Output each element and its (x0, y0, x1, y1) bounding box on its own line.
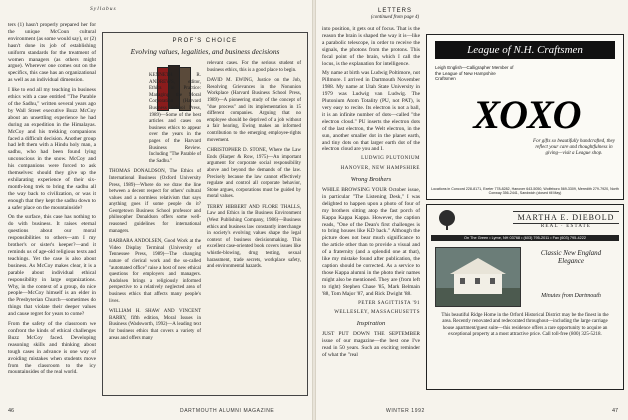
real-estate-advertisement (426, 204, 624, 390)
body-paragraph: JUST PUT DOWN THE SEPTEMBER issue of our magazine—the best one I've read in 50 years. Such an exciting reminder of what the "real (322, 331, 420, 358)
left-body-column (8, 22, 96, 379)
running-head: Syllabus (90, 6, 117, 12)
ad-caption: Leigh English—Calligrapher Member of the League of New Hampshire Craftsmen (435, 65, 514, 82)
letters-heading: LETTERS (377, 8, 412, 14)
book-review: WILLIAM H. SHAW AND VINCENT BARRY, fifth edition, Moral Issues in Business (Wadsworth, 1992)—A leading text for business ethics that covers a variety of areas and offers many (109, 309, 201, 341)
body-paragraph: On the surface, this case has nothing to do with business. It raises eternal questions about our moral responsibilities to others—am I my brother's or sister's keeper?—and it reminds us of age-old religious texts and teachings. Yet the case is also about business. As McCoy makes clear, it is a parable about individual ethical responsibility in large organizations. Why, in the context of a group, do nice people—McCoy himself is an elder in the Presbyterian Church—sometimes do things that violate their deeper values and cause regret for years to come? (8, 214, 96, 318)
house-illustration (436, 248, 520, 306)
body-paragraph: into position, it gets out of focus. That is the reason the brain is shaped the way it is—like a parabolic telescope, in order to receive the signals, the photons from the protons. This focal point of the brain, which I call the locus, is the explanation for intelligence. (322, 26, 420, 67)
ad-subheadline: Minutes from Dartmouth (541, 293, 601, 299)
box-column-2 (207, 61, 301, 275)
profs-choice-box (102, 32, 308, 396)
ad-locations: Locations in Concord 228-8171, Exeter 778-8282, Hanover 643-5050, Wolfeboro 569-3309, Meredith 279-7920, North Conway 356-2441, Sandwich (closed till May) (431, 186, 619, 196)
book-review: DAVID M. EWING, Justice on the Job, Resolving Grievances in the Nonunion Workplace (Harvard Business School Press, 1989)—A pioneering study of the concept of "due process" and its implementation in 15 different companies. Arguing that no employee should be deprived of a job without a fair hearing, Ewing makes an informed contribution to the emerging employee-rights movement. (207, 78, 301, 143)
book-review: BARBARA ANDOLSEN, Good Work at the Video Display Terminal (University of Tennessee Press, 1989)—The changing nature of clerical work and the so-called "automated office" raise a host of new ethical questions for employers and managers. Andolsen brings a religiously informed perspective to a relatively neglected area of business ethics that affects many people's lives. (109, 239, 201, 304)
book-review: THOMAS DONALDSON, The Ethics of International Business (Oxford University Press, 1989)—Where do we draw the line between a decent respect for others' cultural values and a normless relativism that says anything goes if some people do it? Georgetown Business School professor and philosopher Donaldson offers some well-reasoned guidelines for international managers. (109, 169, 201, 234)
ad-tagline: For gifts so beautifully handcrafted, they reflect your care and thoughtfulness in giving—visit a League shop. (533, 139, 615, 157)
craftsmen-advertisement (426, 34, 624, 200)
letter-signature: PETER SAGITTISTA '91 (358, 300, 420, 306)
letters-column (322, 26, 420, 362)
book-review: TERRY HIBBERT AND FLORE THALLS, Law and Ethics in the Business Environment (West Publishing Company, 1986)—Business ethics and business law constantly interchange in society's evolving values shape the legal context of business decisionmaking. This excellent case-oriented book covers issues like whistle-blowing, drug testing, sexual harassment, trade secrets, workplace safety, and environmental hazards. (207, 204, 301, 270)
box-column-1 (109, 61, 201, 346)
body-paragraph: WHILE BROWSING YOUR October issue, in particular "The Listening Desk," I was delighted to happen upon a photo of four of my brothers sitting atop the fast porch of Kappa Kappa Kappa. However, the caption reads, "One of the Dean's first challenges is to bring houses like KD back." Although the picture does not bear much significance to the article other than to provide a visual and of a fraternity (and a splendid one at that), like my mistake found after publication, the caption should be corrected. As a service to those Kappa alumni in the photo their names might also be mentioned. They are (from left to right) Stephen Chase '85, Mark Belmain '88, Tom Major '87, and Rick Dwight '88. (322, 187, 420, 297)
ad-banner: League of N.H. Craftsmen (435, 41, 615, 59)
page-number: 46 (8, 408, 15, 414)
letter-location: HANOVER, NEW HAMPSHIRE (340, 166, 420, 172)
magazine-footer: DARTMOUTH ALUMNI MAGAZINE (180, 408, 275, 414)
house-photo (435, 247, 521, 307)
box-title: PROF'S CHOICE (172, 38, 238, 44)
issue-footer: WINTER 1992 (386, 408, 425, 414)
body-paragraph: ters (1) hasn't properly prepared her for the unique McCoun cultural environment (as some would say), or (2) hasn't done its job of establishing uniform standards for the treatment of women managers (as others might argue). Wherever one comes out on the specifics, this case has an organizational as well as an individual dimension. (8, 22, 96, 84)
letter-signature: LUDWIG PLUTONIUM (361, 156, 420, 162)
section-heading: Wrong Brothers (350, 176, 392, 184)
book-review: relevant cases. For the serious student of business ethics, this is a good place to begin. (207, 61, 301, 73)
ad-headline: Classic New England Elegance (540, 249, 602, 265)
book-review: CHRISTOPHER D. STONE, Where the Law Ends (Harper & Row, 1975)—An important argument for corporate social responsibility above and beyond the demands of the law. Precisely because the law cannot effectively regulate and control all corporate behavior, Stone argues, corporations must be guided by moral values. (207, 148, 301, 200)
letter-location: WELLESLEY, MASSACHUSETTS (334, 310, 420, 316)
section-heading: Inspiration (356, 320, 386, 328)
box-subtitle: Evolving values, legalities, and business decisions (130, 47, 280, 56)
page-number: 47 (612, 408, 619, 414)
ad-body: This beautiful Ridge Home in the Orford Historical District may be the finest in the area. Recently renovated and redecorated throughout—including the large carriage house apartment/guest suite—this residence offers a rare opportunity to acquire an exceptional property at a most attractive price. Call toll-free (800) 325-5218. (441, 313, 609, 337)
agency-name: MARTHA E. DIEBOLD (513, 211, 619, 224)
left-page (0, 0, 312, 420)
agency-address: On The Green • Lyme, NH 03768 • (603) 795-2011 • Fax (603) 795-4222 (431, 235, 619, 241)
letters-continued: (continued from page 4) (370, 15, 420, 20)
body-paragraph: My name at birth was Ludwig Poltimore, not Pillmore. I arrived in Dartmouth November 1988. My name at Utah State University in 1979 was Ludwig van Ludwig. The Plutonium Atom Totality (PU, not PAT), is very easy to recite. Its electron is not a ball, it is an infinite number of dots—called "the electron cloud." PU inserts the electron dots of the last electron, the Welt electron, in the sun, another smaller dot in the planet earth, and tiny dots on that larger earth dot of the electron cloud are you and I. (322, 70, 420, 153)
body-paragraph: From the safety of the classroom we confront the kinds of ethical challenges Buzz McCoy faced. Developing reasoning skills and thinking about tough cases in advance is one way of avoiding mistakes when students move from the classroom to the icy mountainsides of the real world. (8, 321, 96, 376)
tree-logo-icon (435, 209, 459, 231)
body-paragraph: I like to end all my teaching in business ethics with a case entitled "The Parable of the Sadhu," written several years ago by Wall Street executive Buzz McCoy about an unsettling experience he had during an expedition in the Himalayas. McCoy and his trekking companions faced a difficult decision. Another group had left them with a Hindu holy man, a sadhu, who had been found lying unconscious in the snow. McCoy and his companions were forced to ask themselves: should they give up the exhilarating experience of their six-month-long trek to bring the sadhu all the way back to civilization, or was it enough that they kept the sadhu down to a safer place on the mountainside? (8, 87, 96, 211)
right-page (316, 0, 628, 420)
xoxo-artwork: XOXO (473, 92, 581, 137)
agency-subtitle: REAL · ESTATE (540, 224, 592, 229)
book-review: KENNETH R. ANDREWS, editor, Ethics in Practice: Managing the Moral Corporation (Harvard Business School Press, 1989)—Some of the best articles and cases on business ethics to appear over the years in the pages of the Harvard Business Review. Including "The Parable of the Sadhu." (149, 73, 201, 164)
